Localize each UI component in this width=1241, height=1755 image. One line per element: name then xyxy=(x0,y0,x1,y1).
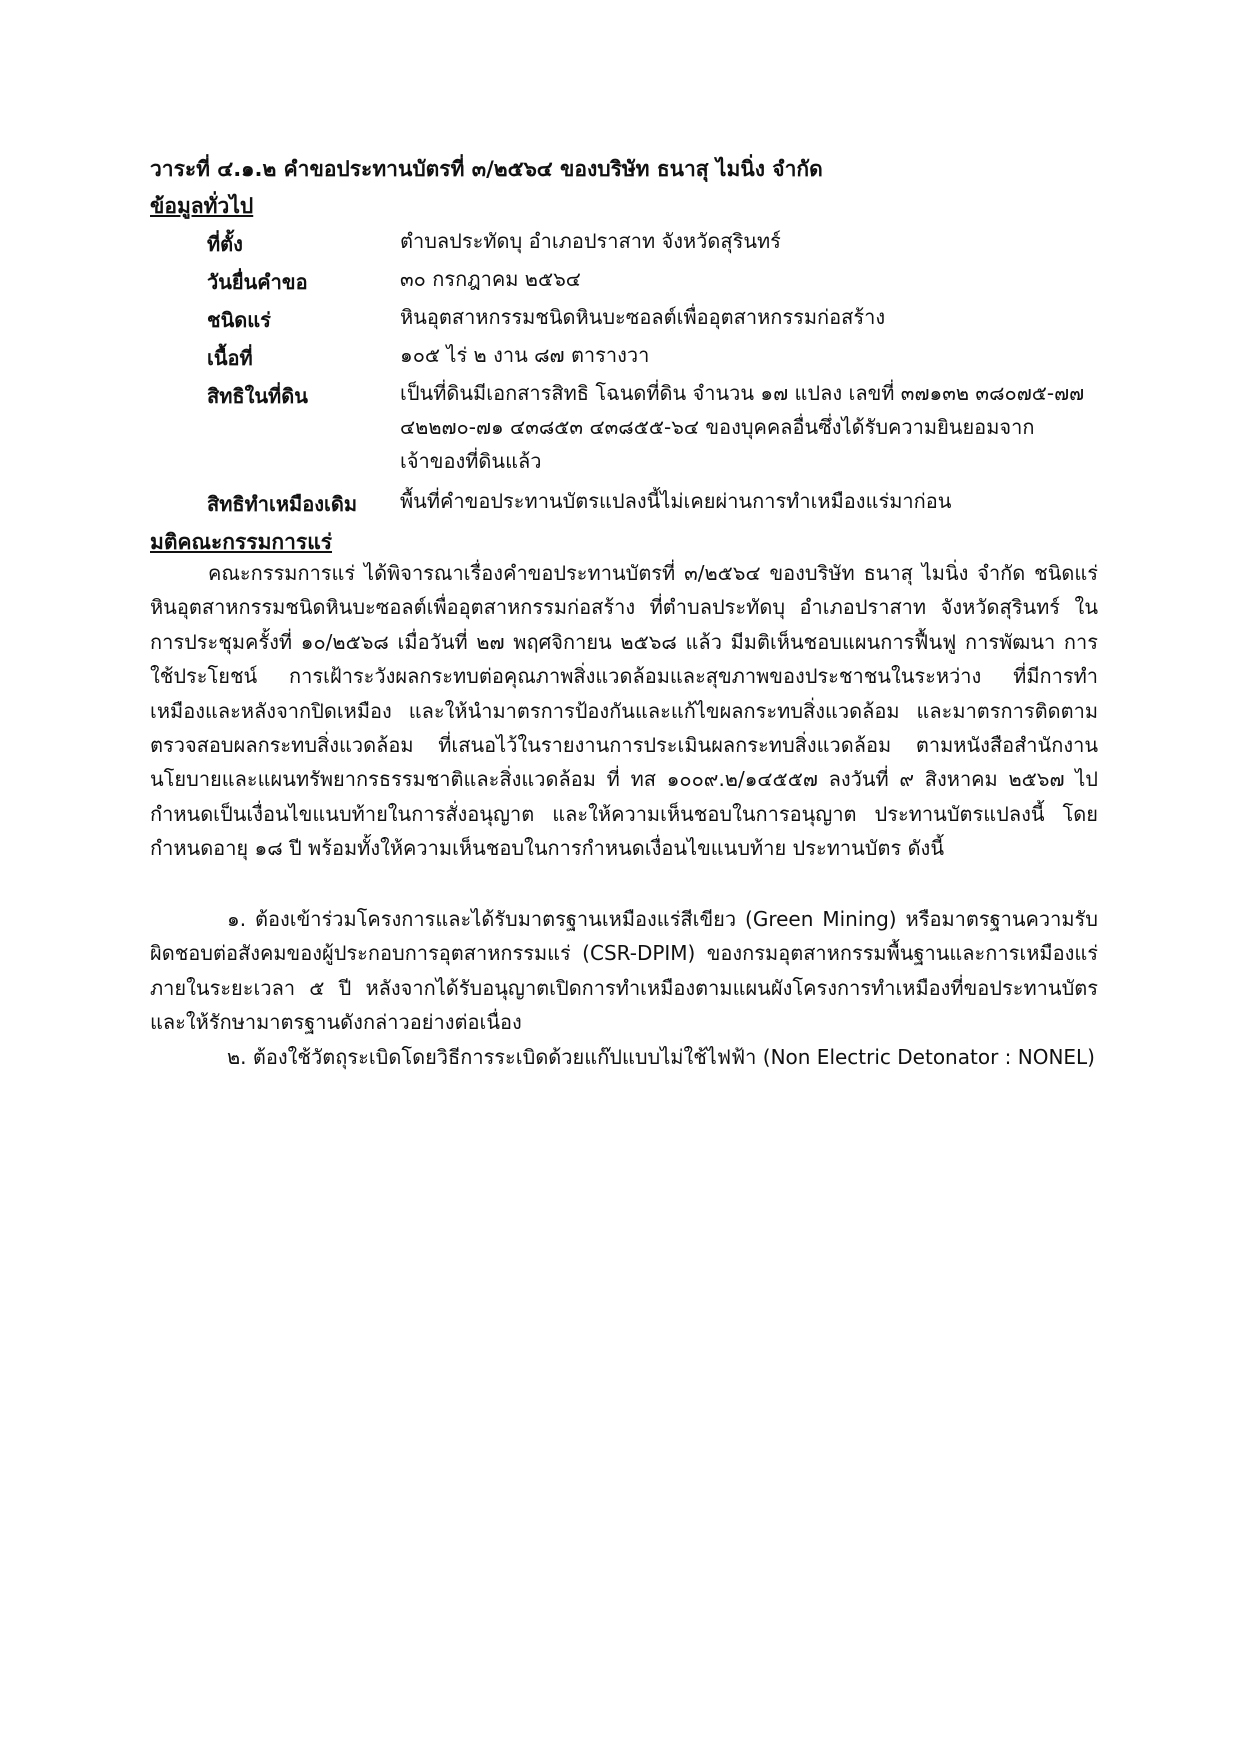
request-date-label: วันยื่นคำขอ xyxy=(207,270,308,294)
land-rights-label: สิทธิในที่ดิน xyxy=(207,384,308,408)
area-value: ๑๐๕ ไร่ ๒ งาน ๘๗ ตารางวา xyxy=(400,343,650,367)
request-date-value: ๓๐ กรกฎาคม ๒๕๖๔ xyxy=(400,267,581,291)
location-label: ที่ตั้ง xyxy=(207,232,243,256)
agenda-title: วาระที่ ๔.๑.๒ คำขอประทานบัตรที่ ๓/๒๕๖๔ ของบริษัท ธนาสุ ไมนิ่ง จำกัด xyxy=(150,157,823,181)
land-rights-value-line-3: เจ้าของที่ดินแล้ว xyxy=(400,449,542,473)
resolution-heading: มติคณะกรรมการแร่ xyxy=(150,530,333,554)
mineral-type-label: ชนิดแร่ xyxy=(207,308,271,332)
area-label: เนื้อที่ xyxy=(207,346,253,370)
land-rights-value-line-2: ๔๒๒๗๐-๗๑ ๔๓๘๕๓ ๔๓๘๕๕-๖๔ ของบุคคลอื่นซึ่งได้รับความยินยอมจาก xyxy=(400,415,1035,439)
general-info-heading: ข้อมูลทั่วไป xyxy=(150,194,254,218)
previous-mining-label: สิทธิทำเหมืองเดิม xyxy=(207,492,357,516)
previous-mining-value: พื้นที่คำขอประทานบัตรแปลงนี้ไม่เคยผ่านการทำเหมืองแร่มาก่อน xyxy=(400,489,952,513)
mineral-type-value: หินอุตสาหกรรมชนิดหินบะซอลต์เพื่ออุตสาหกรรมก่อสร้าง xyxy=(400,305,886,329)
location-value: ตำบลประทัดบุ อำเภอปราสาท จังหวัดสุรินทร์ xyxy=(400,229,781,253)
condition-item: ๑. ต้องเข้าร่วมโครงการและได้รับมาตรฐานเหมืองแร่สีเขียว (Green Mining) หรือมาตรฐานความรับผิดชอบต่อสังคมของผู้ประกอบการอุตสาหกรรมแร่ (CSR-DPIM) ของกรมอุตสาหกรรมพื้นฐานและการเหมืองแร่ ภายในระยะเวลา ๕ ปี หลังจากได้รับอนุญาตเปิดการทำเหมืองตามแผนผังโครงการทำเหมืองที่ขอประทานบัตรและให้รักษามาตรฐานดังกล่าวอย่างต่อเนื่อง xyxy=(150,907,1098,1035)
resolution-paragraph: คณะกรรมการแร่ ได้พิจารณาเรื่องคำขอประทานบัตรที่ ๓/๒๕๖๔ ของบริษัท ธนาสุ ไมนิ่ง จำกัด ชนิดแร่หินอุตสาหกรรมชนิดหินบะซอลต์เพื่ออุตสาหกรรมก่อสร้าง ที่ตำบลประทัดบุ อำเภอปราสาท จังหวัดสุรินทร์ ในการประชุมครั้งที่ ๑๐/๒๕๖๘ เมื่อวันที่ ๒๗ พฤศจิกายน ๒๕๖๘ แล้ว มีมติเห็นชอบแผนการฟื้นฟู การพัฒนา การใช้ประโยชน์ การเฝ้าระวังผลกระทบต่อคุณภาพสิ่งแวดล้อมและสุขภาพของประชาชนในระหว่าง ที่มีการทำเหมืองและหลังจากปิดเหมือง และให้นำมาตรการป้องกันและแก้ไขผลกระทบสิ่งแวดล้อม และมาตรการติดตามตรวจสอบผลกระทบสิ่งแวดล้อม ที่เสนอไว้ในรายงานการประเมินผลกระทบสิ่งแวดล้อม ตามหนังสือสำนักงานนโยบายและแผนทรัพยากรธรรมชาติและสิ่งแวดล้อม ที่ ทส ๑๐๐๙.๒/๑๔๕๕๗ ลงวันที่ ๙ สิงหาคม ๒๕๖๗ ไปกำหนดเป็นเงื่อนไขแนบท้ายในการสั่งอนุญาต และให้ความเห็นชอบในการอนุญาต ประทานบัตรแปลงนี้ โดยกำหนดอายุ ๑๘ ปี พร้อมทั้งให้ความเห็นชอบในการกำหนดเงื่อนไขแนบท้าย ประทานบัตร ดังนี้ xyxy=(150,561,1098,861)
condition-item: ๒. ต้องใช้วัตถุระเบิดโดยวิธีการระเบิดด้วยแก๊ปแบบไม่ใช้ไฟฟ้า (Non Electric Detonator : NONEL) xyxy=(227,1045,1095,1069)
land-rights-value-line-1: เป็นที่ดินมีเอกสารสิทธิ โฉนดที่ดิน จำนวน ๑๗ แปลง เลขที่ ๓๗๑๓๒ ๓๘๐๗๕-๗๗ xyxy=(400,381,1085,405)
